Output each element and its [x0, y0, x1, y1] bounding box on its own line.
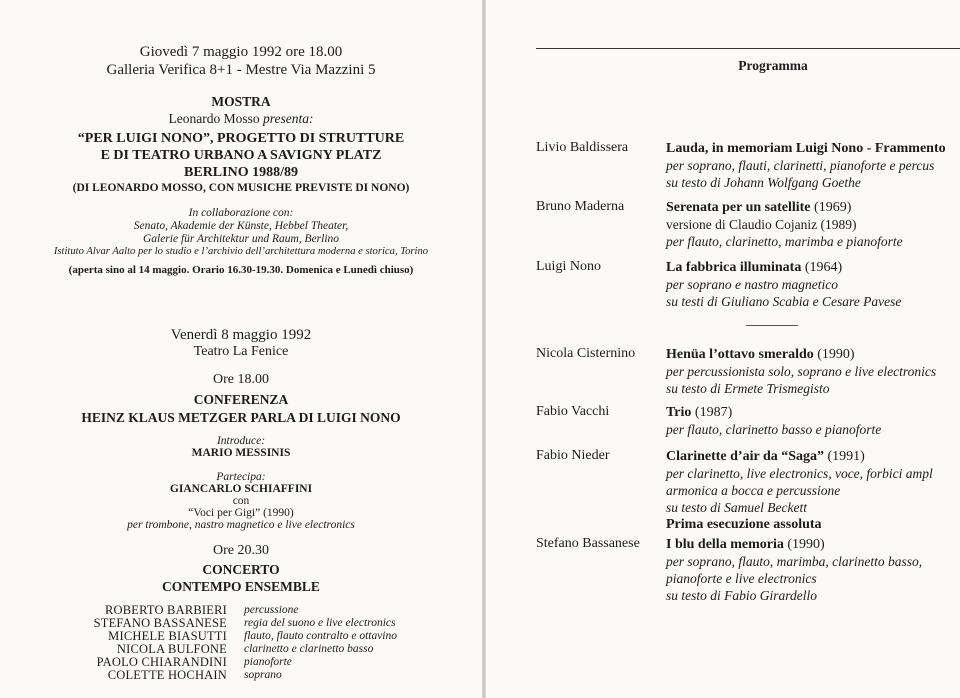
work-line: per soprano, flauto, marimba, clarinetto basso, [666, 554, 923, 569]
work-title: Clarinette d’air da “Saga” [666, 449, 825, 464]
work-details [666, 259, 901, 310]
work-line: per flauto, clarinetto basso e pianoforte [666, 422, 882, 437]
composer-name: Stefano Bassanese [536, 536, 640, 551]
event1-presenter [0, 111, 482, 127]
piece-title: “Voci per Gigi” (1990) [188, 507, 294, 519]
work-details [666, 346, 936, 397]
event1-title-line-2: E DI TEATRO URBANO A SAVIGNY PLATZ [100, 148, 382, 163]
collab-line-3: Galerie für Architektur und Raum, Berlino [142, 233, 340, 245]
event1-subtitle: (DI LEONARDO MOSSO, CON MUSICHE PREVISTE DI NONO) [72, 182, 410, 194]
work-details [666, 536, 922, 604]
section-divider [746, 325, 798, 326]
event2-section-conferenza: CONFERENZA [193, 392, 289, 407]
work-line: versione di Claudio Cojaniz (1989) [666, 217, 857, 232]
event1-hours: (aperta sino al 14 maggio. Orario 16.30-19.30. Domenica e Lunedì chiuso) [68, 264, 414, 276]
member-role: pianoforte [244, 656, 292, 668]
composer-name: Luigi Nono [536, 259, 601, 274]
work-line: per clarinetto, live electronics, voce, forbici ampl [666, 466, 933, 481]
work-year: (1990) [783, 537, 825, 552]
partecipa-label: Partecipa: [216, 471, 266, 483]
work-line: pianoforte e live electronics [666, 571, 817, 586]
introduce-name: MARIO MESSINIS [191, 447, 291, 459]
work-details [666, 448, 933, 533]
introduce-label: Introduce: [216, 435, 266, 447]
work-title: La fabbrica illuminata [666, 260, 802, 275]
work-line: su testo di Johann Wolfgang Goethe [666, 175, 861, 190]
work-title: Henüa l’ottavo smeraldo [666, 347, 814, 362]
event2-date: Venerdì 8 maggio 1992 [170, 327, 312, 343]
collab-line-1: In collaborazione con: [188, 207, 294, 219]
work-details [666, 404, 881, 438]
member-name: COLETTE HOCHAIN [107, 668, 227, 682]
event2-time-2: Ore 20.30 [213, 543, 269, 558]
member-role: soprano [244, 669, 282, 681]
top-rule [536, 48, 960, 49]
work-line: per soprano, flauti, clarinetti, pianoforte e percus [666, 158, 935, 173]
composer-name: Nicola Cisternino [536, 346, 636, 361]
work-year: (1987) [691, 405, 733, 420]
work-details [666, 140, 946, 191]
premiere-note: Prima esecuzione assoluta [666, 517, 822, 532]
event1-datetime: Giovedì 7 maggio 1992 ore 18.00 [139, 44, 343, 60]
event2-venue: Teatro La Fenice [193, 344, 289, 359]
work-title: Serenata per un satellite [666, 200, 811, 215]
event2-time-1: Ore 18.00 [213, 372, 269, 387]
conference-title: HEINZ KLAUS METZGER PARLA DI LUIGI NONO [81, 410, 401, 425]
work-line: su testo di Fabio Girardello [666, 588, 817, 603]
event1-title-line-3: BERLINO 1988/89 [184, 165, 298, 180]
right-page [486, 0, 960, 698]
composer-name: Fabio Nieder [536, 448, 610, 463]
work-year: (1964) [801, 260, 843, 275]
presenter-name: Leonardo Mosso [168, 111, 260, 126]
member-name: NICOLA BULFONE [116, 642, 227, 656]
work-title: Trio [666, 405, 692, 420]
event2-section-concerto: CONCERTO [202, 562, 280, 577]
work-title: Lauda, in memoriam Luigi Nono - Frammento [666, 141, 946, 156]
work-details [666, 199, 903, 250]
work-line: per percussionista solo, soprano e live electronics [666, 364, 937, 379]
work-year: (1991) [824, 449, 865, 464]
composer-name: Fabio Vacchi [536, 404, 610, 419]
work-line: per soprano e nastro magnetico [666, 277, 838, 292]
work-year: (1990) [813, 347, 855, 362]
member-role: flauto, flauto contralto e ottavino [244, 630, 398, 642]
work-line: armonica a bocca e percussione [666, 483, 841, 498]
work-year: (1969) [810, 200, 852, 215]
event1-section: MOSTRA [211, 94, 271, 109]
event1-venue: Galleria Verifica 8+1 - Mestre Via Mazzini 5 [106, 62, 376, 78]
composer-name: Livio Baldissera [536, 140, 629, 155]
presenter-verb: presenta: [263, 111, 314, 126]
collab-line-2: Senato, Akademie der Künste, Hebbel Theater, [133, 220, 349, 232]
member-role: percussione [244, 604, 299, 616]
member-name: PAOLO CHIARANDINI [96, 655, 227, 669]
work-line: su testo di Ermete Trismegisto [666, 381, 830, 396]
programma-heading: Programma [738, 58, 808, 73]
work-title: I blu della memoria [666, 537, 784, 552]
member-role: clarinetto e clarinetto basso [244, 643, 374, 655]
member-name: ROBERTO BARBIERI [104, 603, 227, 617]
work-line: su testo di Samuel Beckett [666, 500, 807, 515]
collab-line-4: Istituto Alvar Aalto per lo studio e l’archivio dell’architettura moderna e storica, Torino [53, 246, 429, 257]
event1-title-line-1: “PER LUIGI NONO”, PROGETTO DI STRUTTURE [77, 131, 405, 146]
piece-description: per trombone, nastro magnetico e live electronics [127, 519, 355, 531]
member-role: regia del suono e live electronics [244, 617, 396, 629]
composer-name: Bruno Maderna [536, 199, 625, 214]
member-name: STEFANO BASSANESE [93, 616, 227, 630]
con-text: con [232, 495, 250, 507]
partecipa-name: GIANCARLO SCHIAFFINI [169, 483, 313, 495]
ensemble-name: CONTEMPO ENSEMBLE [162, 579, 320, 594]
work-line: su testi di Giuliano Scabia e Cesare Pavese [666, 294, 902, 309]
work-line: per flauto, clarinetto, marimba e pianoforte [666, 234, 903, 249]
member-name: MICHELE BIASUTTI [108, 629, 227, 643]
